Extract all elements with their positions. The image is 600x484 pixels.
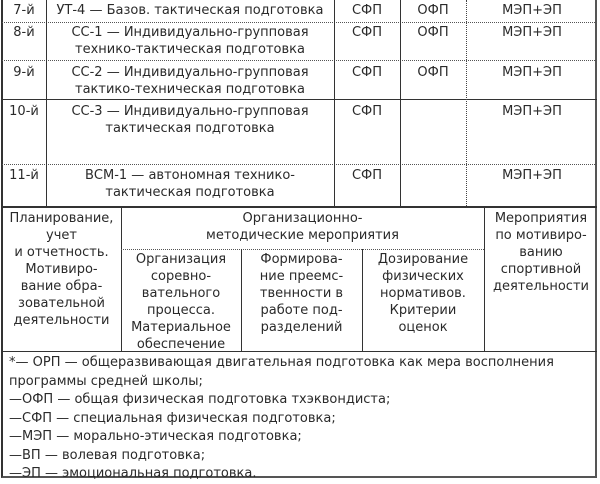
org-sub-line: процесса. <box>147 303 215 318</box>
ofp-cell: ОФП <box>417 25 449 40</box>
ofp-cell: ОФП <box>417 65 449 80</box>
org-sub-line: работе под- <box>260 303 343 318</box>
footnote-line: программы средней школы; <box>9 373 203 389</box>
sfp-cell: СФП <box>351 25 383 40</box>
motivation-line: деятельности <box>493 279 589 294</box>
footnote-line: —ОФП — общая физическая подготовка тхэквондиста; <box>9 392 391 407</box>
planning-line: зовательной <box>18 296 105 311</box>
sfp-cell: СФП <box>351 3 383 18</box>
org-sub-line: оценок <box>398 320 448 335</box>
org-competition-cell <box>121 251 241 353</box>
table-section-divider <box>2 206 597 208</box>
table-row <box>0 164 600 206</box>
footnote-line: *— ОРП — общеразвивающая двигательная подготовка как мера восполнения <box>9 355 554 370</box>
footnote-line: —МЭП — морально-этическая подготовка; <box>9 429 302 444</box>
planning-line: Мотивиро- <box>25 262 98 277</box>
org-sub-line: нормативов. <box>380 286 466 301</box>
subheader-divider <box>121 249 484 250</box>
grade-cell: 11-й <box>9 168 39 183</box>
org-sub-line: Критерии <box>389 303 457 318</box>
grade-cell: 7-й <box>13 3 35 18</box>
planning-line: Планирование, <box>9 211 114 226</box>
mep-ep-cell: МЭП+ЭП <box>502 25 562 40</box>
org-sub-line: обеспечение <box>136 337 226 352</box>
stage-line: УТ-4 — Базов. тактическая подготовка <box>56 3 324 18</box>
stage-line: СС-3 — Индивидуально-групповая <box>71 104 309 119</box>
footnotes <box>9 354 589 484</box>
org-sub-line: ние преемс- <box>259 269 344 284</box>
stage-line: ВСМ-1 — автономная технико- <box>85 168 295 183</box>
sfp-cell: СФП <box>351 65 383 80</box>
mep-ep-cell: МЭП+ЭП <box>502 65 562 80</box>
org-sub-line: разделений <box>260 320 343 335</box>
org-methodical-header <box>121 210 484 244</box>
org-sub-line: Формирова- <box>260 252 343 267</box>
sfp-cell: СФП <box>351 168 383 183</box>
planning-cell <box>2 210 121 329</box>
mep-ep-cell: МЭП+ЭП <box>502 3 562 18</box>
footnote-divider <box>2 351 597 352</box>
org-sub-line: Дозирование <box>377 252 469 267</box>
motivation-cell <box>484 210 598 295</box>
org-sub-line: физических <box>382 269 464 284</box>
table-row <box>0 22 600 60</box>
stage-cell <box>46 2 334 19</box>
stage-line: технико-тактическая подготовка <box>75 42 305 57</box>
table-row <box>0 60 600 99</box>
org-sub-line: Материальное <box>131 320 231 335</box>
sfp-cell: СФП <box>351 104 383 119</box>
planning-line: учет <box>46 228 77 243</box>
ofp-cell: ОФП <box>417 3 449 18</box>
footnote-line: —СФП — специальная физическая подготовка; <box>9 410 336 426</box>
stage-cell <box>46 24 334 58</box>
motivation-line: Мероприятия <box>494 211 588 226</box>
org-sub-line: Организация <box>135 252 227 267</box>
stage-line: СС-1 — Индивидуально-групповая <box>71 25 309 40</box>
planning-line: вание обра- <box>20 279 103 294</box>
org-sub-line: твенности в <box>259 286 344 301</box>
stage-cell <box>46 64 334 98</box>
mep-ep-cell: МЭП+ЭП <box>502 104 562 119</box>
grade-cell: 9-й <box>13 65 35 80</box>
stage-line: тактико-техническая подготовка <box>75 82 305 97</box>
org-continuity-cell <box>241 251 362 336</box>
stage-line: тактическая подготовка <box>105 185 275 200</box>
stage-cell <box>46 103 334 137</box>
grade-cell: 8-й <box>13 25 35 40</box>
org-sub-line: соревно- <box>150 269 212 284</box>
org-header-line: Организационно- <box>242 211 363 226</box>
table-row <box>0 99 600 164</box>
table-row <box>0 0 600 22</box>
footnote-line: —ВП — волевая подготовка; <box>9 447 206 463</box>
motivation-line: спортивной <box>500 262 582 277</box>
org-header-line: методические мероприятия <box>206 228 399 243</box>
footnote-line: —ЭП — эмоциональная подготовка. <box>9 466 257 481</box>
motivation-line: по мотивиро- <box>495 228 587 243</box>
planning-line: и отчетность. <box>14 245 109 260</box>
stage-line: СС-2 — Индивидуально-групповая <box>71 65 309 80</box>
org-sub-line: вательного <box>141 286 221 301</box>
grade-cell: 10-й <box>9 104 39 119</box>
planning-line: деятельности <box>13 313 110 328</box>
org-dosing-cell <box>362 251 484 336</box>
motivation-line: ванию <box>519 245 563 260</box>
stage-line: тактическая подготовка <box>105 121 275 136</box>
mep-ep-cell: МЭП+ЭП <box>502 168 562 183</box>
stage-cell <box>46 167 334 201</box>
